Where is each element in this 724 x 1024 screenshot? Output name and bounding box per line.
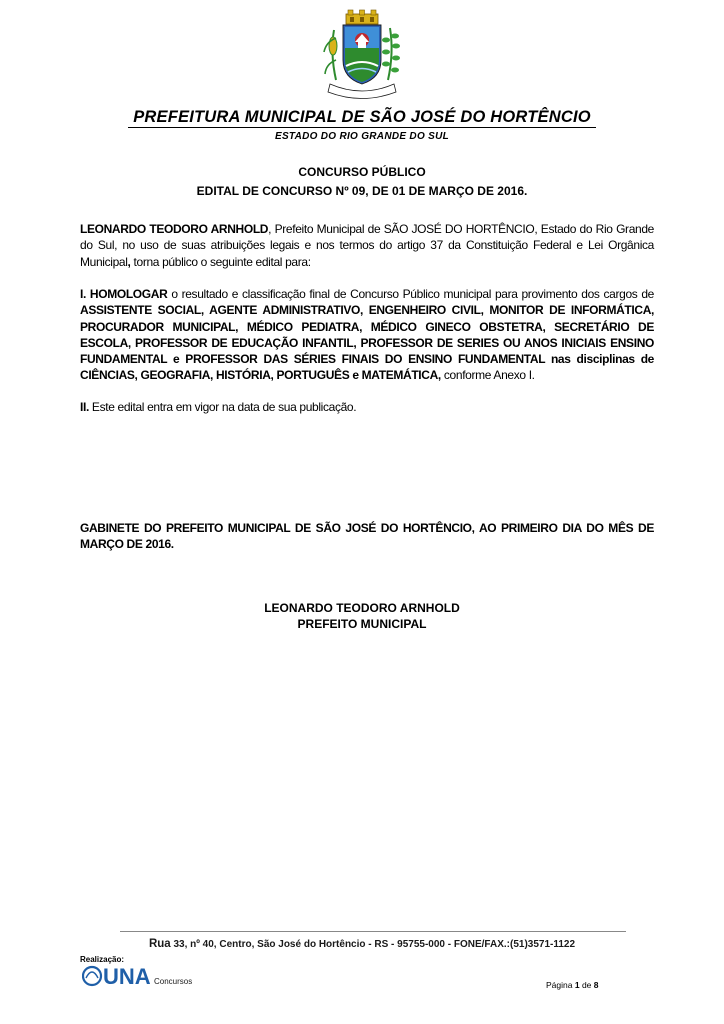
mayor-name: LEONARDO TEODORO ARNHOLD — [80, 222, 269, 236]
page-label: Página — [546, 980, 575, 990]
coat-of-arms-icon — [316, 8, 408, 100]
page-current: 1 — [574, 980, 580, 990]
signature-name: LEONARDO TEODORO ARNHOLD — [264, 601, 460, 615]
edital-title: EDITAL DE CONCURSO Nº 09, DE 01 DE MARÇO DE 2016. — [196, 184, 528, 198]
item-i-label: I. HOMOLOGAR — [80, 287, 168, 301]
item-i-text: o resultado e classificação final de Concurso Público municipal para provimento dos cargos de — [167, 287, 654, 301]
item-ii-text: Este edital entra em vigor na data de sua publicação. — [88, 400, 357, 414]
intro-comma: , — [127, 254, 131, 269]
page-of: de — [579, 980, 594, 990]
page-title: PREFEITURA MUNICIPAL DE SÃO JOSÉ DO HORTÊNCIO — [0, 108, 724, 127]
item-i-cargos: ASSISTENTE SOCIAL, AGENTE ADMINISTRATIVO, ENGENHEIRO CIVIL, MONITOR DE INFORMÁTICA, PROCURADOR MUNICIPAL, MÉDICO PEDIATRA, MÉDICO GINECO OBSTETRA, SECRETÁRIO DE ESCOLA, PROFESSOR DE EDUCAÇÃO INFANTIL, PROFESSOR DE SERIES OU ANOS INICIAIS ENSINO FUNDAMENTAL e PROFESSOR DAS SÉRIES FINAIS DO ENSINO FUNDAMENTAL nas disciplinas de CIÊNCIAS, GEOGRAFIA, HISTÓRIA, PORTUGUÊS e MATEMÁTICA, — [80, 303, 654, 383]
footer-address — [0, 938, 724, 950]
state-subtitle: ESTADO DO RIO GRANDE DO SUL — [274, 131, 450, 142]
gabinete-paragraph: GABINETE DO PREFEITO MUNICIPAL DE SÃO JOSÉ DO HORTÊNCIO, AO PRIMEIRO DIA DO MÊS DE MARÇO DE 2016. — [80, 521, 654, 552]
intro-text: , Prefeito Municipal de SÃO JOSÉ DO HORTÊNCIO, Estado do Rio Grande do Sul, no uso de suas atribuições legais e nos termos do artigo 37 da Constituição Federal e Lei Orgânica Municipal — [80, 222, 654, 269]
intro-paragraph — [80, 221, 654, 270]
signature-role: PREFEITO MUNICIPAL — [297, 617, 427, 631]
item-homologar — [80, 286, 654, 384]
document-heading: CONCURSO PÚBLICO — [298, 165, 426, 179]
realizacao-label: Realização: — [80, 955, 125, 964]
intro-text-end: torna público o seguinte edital para: — [130, 254, 311, 269]
page-total: 8 — [593, 980, 599, 990]
una-logo-text: UNA — [103, 964, 151, 988]
item-vigor — [80, 399, 654, 415]
una-logo-suffix: Concursos — [154, 977, 193, 986]
footer-address-rest: 33, nº 40, Centro, São José do Hortêncio - RS - 95755-000 - FONE/FAX.:(51)3571-1122 — [170, 939, 576, 950]
item-ii-label: II. — [80, 400, 89, 414]
una-concursos-logo — [82, 962, 202, 988]
footer-divider — [120, 931, 626, 932]
footer-address-rua: Rua — [148, 938, 171, 950]
item-i-anexo: conforme Anexo I. — [440, 368, 535, 383]
page-number — [546, 980, 599, 990]
